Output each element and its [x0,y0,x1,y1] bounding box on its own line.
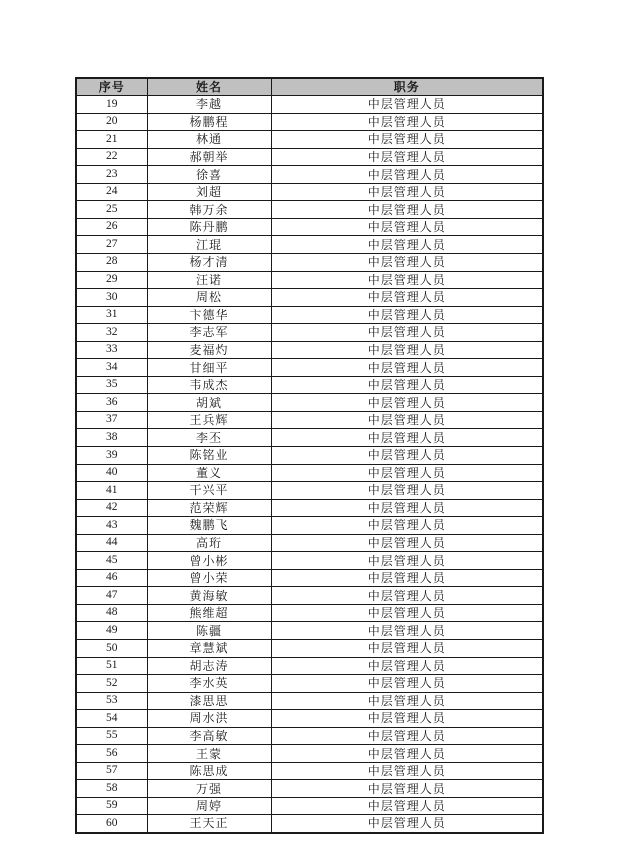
cell-position: 中层管理人员 [271,218,543,236]
cell-name: 杨才清 [147,253,271,271]
cell-position: 中层管理人员 [271,306,543,324]
cell-no: 32 [76,324,147,342]
cell-name: 麦福灼 [147,341,271,359]
cell-position: 中层管理人员 [271,534,543,552]
table-row [76,499,543,517]
cell-no: 19 [76,96,147,114]
cell-no: 42 [76,499,147,517]
cell-position: 中层管理人员 [271,710,543,728]
table-row [76,306,543,324]
cell-position: 中层管理人员 [271,253,543,271]
cell-no: 54 [76,710,147,728]
cell-no: 55 [76,727,147,745]
cell-position: 中层管理人员 [271,692,543,710]
cell-name: 李水英 [147,675,271,693]
cell-name: 江琨 [147,236,271,254]
cell-name: 周婷 [147,797,271,815]
table-row [76,183,543,201]
table-row [76,692,543,710]
cell-position: 中层管理人员 [271,359,543,377]
table-row [76,797,543,815]
cell-no: 26 [76,218,147,236]
table-row [76,253,543,271]
cell-name: 卞德华 [147,306,271,324]
cell-no: 31 [76,306,147,324]
header-cell-position: 职务 [271,78,543,96]
cell-position: 中层管理人员 [271,762,543,780]
table-row [76,552,543,570]
cell-no: 50 [76,640,147,658]
cell-position: 中层管理人员 [271,183,543,201]
table-row [76,517,543,535]
cell-name: 漆思思 [147,692,271,710]
cell-name: 李越 [147,96,271,114]
cell-no: 45 [76,552,147,570]
cell-no: 49 [76,622,147,640]
cell-no: 37 [76,411,147,429]
cell-position: 中层管理人员 [271,657,543,675]
header-cell-name: 姓名 [147,78,271,96]
cell-position: 中层管理人员 [271,604,543,622]
cell-name: 韦成杰 [147,376,271,394]
table-row [76,131,543,149]
cell-name: 章慧斌 [147,640,271,658]
table-row [76,762,543,780]
cell-name: 干兴平 [147,482,271,500]
cell-name: 林通 [147,131,271,149]
table-row [76,587,543,605]
cell-no: 27 [76,236,147,254]
cell-no: 22 [76,148,147,166]
table-row [76,815,543,833]
cell-position: 中层管理人员 [271,96,543,114]
cell-no: 25 [76,201,147,219]
cell-position: 中层管理人员 [271,727,543,745]
cell-position: 中层管理人员 [271,797,543,815]
cell-position: 中层管理人员 [271,446,543,464]
cell-name: 熊维超 [147,604,271,622]
table-row [76,289,543,307]
cell-position: 中层管理人员 [271,324,543,342]
cell-no: 38 [76,429,147,447]
table-row [76,675,543,693]
table-row [76,657,543,675]
cell-position: 中层管理人员 [271,464,543,482]
cell-position: 中层管理人员 [271,201,543,219]
table-row [76,236,543,254]
cell-no: 46 [76,569,147,587]
cell-name: 董义 [147,464,271,482]
cell-position: 中层管理人员 [271,675,543,693]
table-header-row [76,78,543,96]
cell-position: 中层管理人员 [271,236,543,254]
cell-position: 中层管理人员 [271,745,543,763]
table-row [76,640,543,658]
cell-no: 40 [76,464,147,482]
cell-no: 39 [76,446,147,464]
cell-name: 高珩 [147,534,271,552]
table-row [76,218,543,236]
roster-table [75,77,544,834]
cell-position: 中层管理人员 [271,289,543,307]
cell-no: 34 [76,359,147,377]
cell-position: 中层管理人员 [271,499,543,517]
cell-no: 59 [76,797,147,815]
cell-no: 24 [76,183,147,201]
table-row [76,96,543,114]
cell-name: 王兵辉 [147,411,271,429]
cell-position: 中层管理人员 [271,552,543,570]
cell-no: 60 [76,815,147,833]
cell-position: 中层管理人员 [271,587,543,605]
cell-no: 57 [76,762,147,780]
cell-no: 30 [76,289,147,307]
cell-name: 曾小荣 [147,569,271,587]
cell-position: 中层管理人员 [271,411,543,429]
cell-position: 中层管理人员 [271,429,543,447]
cell-no: 43 [76,517,147,535]
cell-name: 陈思成 [147,762,271,780]
table-row [76,376,543,394]
table-row [76,166,543,184]
cell-position: 中层管理人员 [271,113,543,131]
cell-position: 中层管理人员 [271,569,543,587]
table-row [76,324,543,342]
cell-no: 53 [76,692,147,710]
cell-name: 陈丹鹏 [147,218,271,236]
table-row [76,604,543,622]
cell-name: 周水洪 [147,710,271,728]
cell-name: 韩万余 [147,201,271,219]
table-row [76,446,543,464]
table-row [76,464,543,482]
cell-name: 杨鹏程 [147,113,271,131]
table-row [76,482,543,500]
cell-position: 中层管理人员 [271,622,543,640]
cell-position: 中层管理人员 [271,640,543,658]
cell-no: 56 [76,745,147,763]
cell-position: 中层管理人员 [271,780,543,798]
cell-position: 中层管理人员 [271,148,543,166]
cell-position: 中层管理人员 [271,394,543,412]
cell-no: 48 [76,604,147,622]
cell-no: 44 [76,534,147,552]
header-cell-no: 序号 [76,78,147,96]
cell-name: 魏鹏飞 [147,517,271,535]
cell-no: 35 [76,376,147,394]
table-row [76,271,543,289]
cell-position: 中层管理人员 [271,482,543,500]
cell-name: 周松 [147,289,271,307]
cell-no: 36 [76,394,147,412]
cell-no: 23 [76,166,147,184]
cell-name: 胡斌 [147,394,271,412]
cell-name: 万强 [147,780,271,798]
cell-no: 20 [76,113,147,131]
cell-no: 58 [76,780,147,798]
table-row [76,534,543,552]
table-row [76,359,543,377]
cell-name: 李高敏 [147,727,271,745]
cell-name: 陈疆 [147,622,271,640]
cell-position: 中层管理人员 [271,341,543,359]
cell-name: 甘细平 [147,359,271,377]
cell-position: 中层管理人员 [271,166,543,184]
cell-name: 胡志涛 [147,657,271,675]
table-row [76,780,543,798]
cell-name: 刘超 [147,183,271,201]
cell-name: 李丕 [147,429,271,447]
table-row [76,394,543,412]
cell-name: 李志军 [147,324,271,342]
table-row [76,341,543,359]
table-row [76,429,543,447]
table-body [76,96,543,833]
cell-no: 33 [76,341,147,359]
cell-name: 郝朝举 [147,148,271,166]
table-row [76,411,543,429]
cell-position: 中层管理人员 [271,131,543,149]
cell-name: 王天正 [147,815,271,833]
cell-name: 黄海敏 [147,587,271,605]
cell-no: 29 [76,271,147,289]
cell-name: 王蒙 [147,745,271,763]
cell-name: 范荣辉 [147,499,271,517]
table-row [76,569,543,587]
cell-no: 51 [76,657,147,675]
table-row [76,727,543,745]
table-row [76,745,543,763]
cell-position: 中层管理人员 [271,815,543,833]
table-row [76,201,543,219]
cell-position: 中层管理人员 [271,517,543,535]
cell-no: 28 [76,253,147,271]
table-row [76,710,543,728]
cell-position: 中层管理人员 [271,271,543,289]
cell-name: 汪诺 [147,271,271,289]
cell-no: 41 [76,482,147,500]
cell-name: 曾小彬 [147,552,271,570]
cell-position: 中层管理人员 [271,376,543,394]
cell-no: 52 [76,675,147,693]
table-row [76,113,543,131]
table-row [76,622,543,640]
table-row [76,148,543,166]
cell-no: 21 [76,131,147,149]
cell-name: 徐喜 [147,166,271,184]
cell-name: 陈铭业 [147,446,271,464]
cell-no: 47 [76,587,147,605]
